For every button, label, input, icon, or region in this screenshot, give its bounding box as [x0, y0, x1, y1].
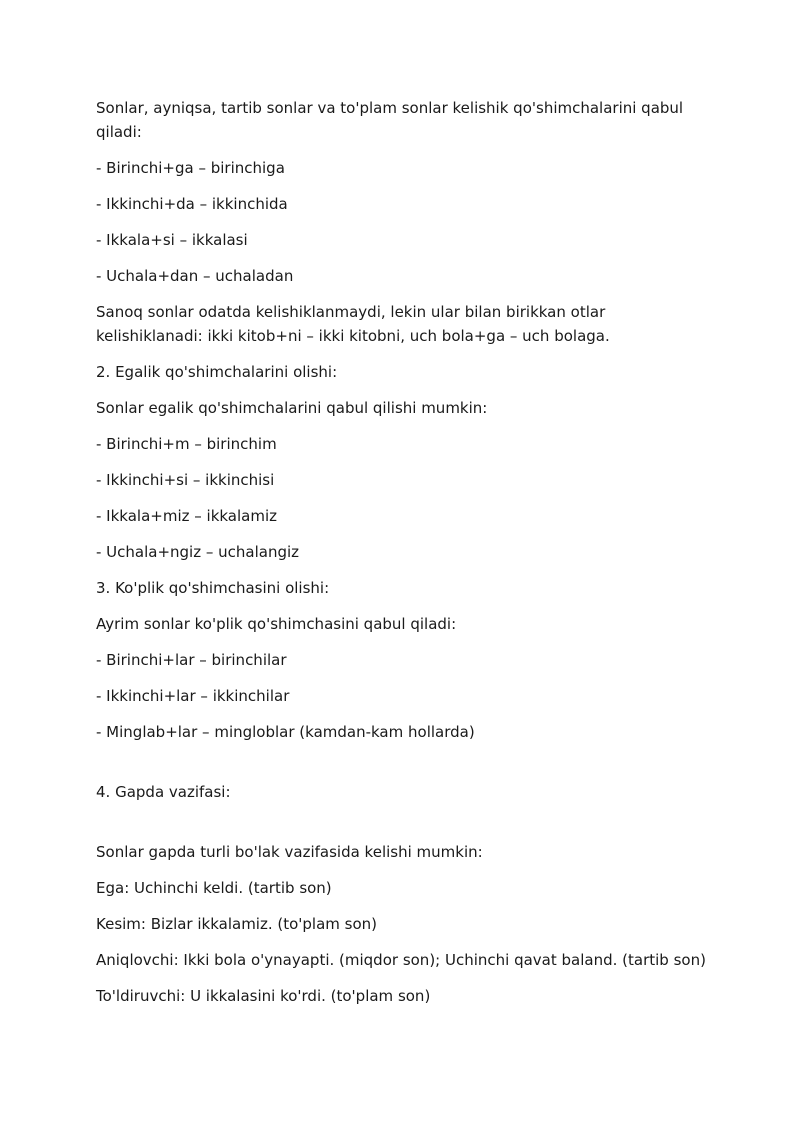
case-example-3: - Ikkala+si – ikkalasi [96, 231, 248, 249]
case-note-paragraph: Sanoq sonlar odatda kelishiklanmaydi, lekin ular bilan birikkan otlar kelishiklanadi: ikki kitob+ni – ikki kitobni, uch bola+ga – uch bolaga. [96, 303, 610, 345]
plural-example-1: - Birinchi+lar – birinchilar [96, 651, 287, 669]
section-3-heading: 3. Ko'plik qo'shimchasini olishi: [96, 579, 330, 597]
case-example-2: - Ikkinchi+da – ikkinchida [96, 195, 288, 213]
section-4-heading: 4. Gapda vazifasi: [96, 783, 231, 801]
section-2-intro: Sonlar egalik qo'shimchalarini qabul qilishi mumkin: [96, 399, 488, 417]
possessive-example-4: - Uchala+ngiz – uchalangiz [96, 543, 300, 561]
plural-example-3: - Minglab+lar – mingloblar (kamdan-kam hollarda) [96, 723, 475, 741]
function-example-ega: Ega: Uchinchi keldi. (tartib son) [96, 879, 332, 897]
function-example-toldiruvchi: To'ldiruvchi: U ikkalasini ko'rdi. (to'plam son) [96, 987, 431, 1005]
case-example-4: - Uchala+dan – uchaladan [96, 267, 294, 285]
intro-paragraph: Sonlar, ayniqsa, tartib sonlar va to'plam sonlar kelishik qo'shimchalarini qabul qiladi: [96, 99, 684, 141]
section-4-intro: Sonlar gapda turli bo'lak vazifasida kelishi mumkin: [96, 843, 483, 861]
case-example-1: - Birinchi+ga – birinchiga [96, 159, 285, 177]
possessive-example-2: - Ikkinchi+si – ikkinchisi [96, 471, 275, 489]
possessive-example-3: - Ikkala+miz – ikkalamiz [96, 507, 278, 525]
section-2-heading: 2. Egalik qo'shimchalarini olishi: [96, 363, 338, 381]
function-example-kesim: Kesim: Bizlar ikkalamiz. (to'plam son) [96, 915, 378, 933]
possessive-example-1: - Birinchi+m – birinchim [96, 435, 277, 453]
section-3-intro: Ayrim sonlar ko'plik qo'shimchasini qabul qiladi: [96, 615, 457, 633]
document-body [96, 96, 716, 1008]
plural-example-2: - Ikkinchi+lar – ikkinchilar [96, 687, 290, 705]
function-example-aniqlovchi: Aniqlovchi: Ikki bola o'ynayapti. (miqdor son); Uchinchi qavat baland. (tartib son) [96, 951, 706, 969]
